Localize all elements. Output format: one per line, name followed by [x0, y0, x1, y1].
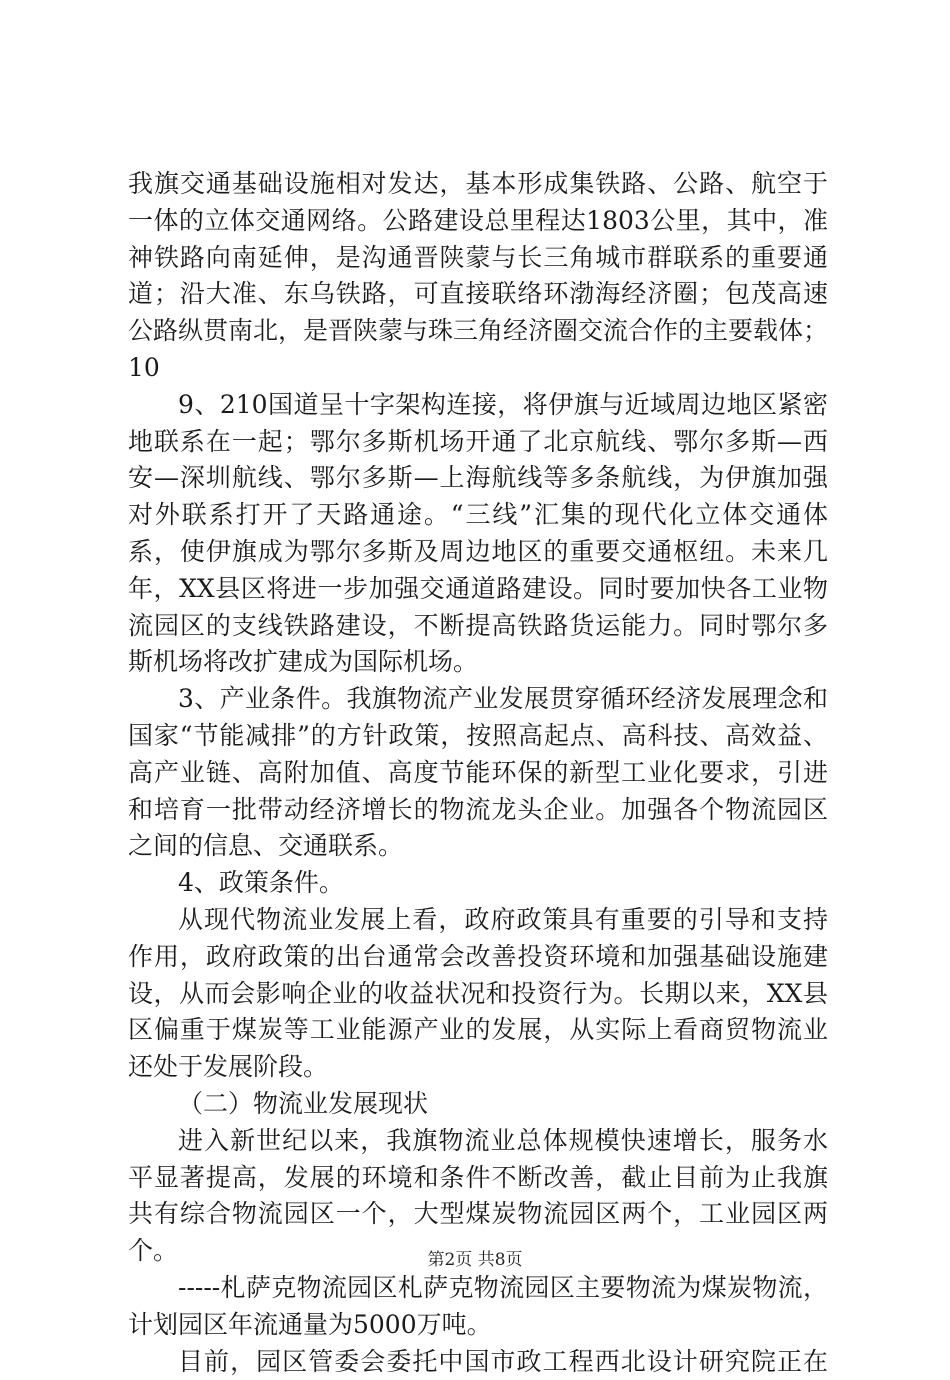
text-line: 目前，园区管委会委托中国市政工程西北设计研究院正在 [128, 1344, 828, 1380]
text-line: 国家“节能减排”的方针政策，按照高起点、高科技、高效益、 [128, 718, 828, 755]
text-line: 公路纵贯南北，是晋陕蒙与珠三角经济圈交流合作的主要载体； [128, 313, 828, 350]
text-line: 进入新世纪以来，我旗物流业总体规模快速增长，服务水 [128, 1123, 828, 1160]
text-line: 对外联系打开了天路通途。“三线”汇集的现代化立体交通体 [128, 497, 828, 534]
text-line: 地联系在一起；鄂尔多斯机场开通了北京航线、鄂尔多斯—西 [128, 424, 828, 461]
text-line: 斯机场将改扩建成为国际机场。 [128, 644, 828, 681]
text-line: 还处于发展阶段。 [128, 1049, 828, 1086]
text-line: 之间的信息、交通联系。 [128, 828, 828, 865]
text-line: 我旗交通基础设施相对发达，基本形成集铁路、公路、航空于 [128, 166, 828, 203]
text-line: 4、政策条件。 [128, 865, 828, 902]
text-line: 道；沿大准、东乌铁路，可直接联络环渤海经济圈；包茂高速 [128, 276, 828, 313]
text-line: 区偏重于煤炭等工业能源产业的发展，从实际上看商贸物流业 [128, 1012, 828, 1049]
document-body [128, 166, 828, 1380]
text-line: 一体的立体交通网络。公路建设总里程达1803公里，其中，准 [128, 203, 828, 240]
text-line: 平显著提高，发展的环境和条件不断改善，截止目前为止我旗 [128, 1160, 828, 1197]
text-line: 系，使伊旗成为鄂尔多斯及周边地区的重要交通枢纽。未来几 [128, 534, 828, 571]
text-line: 设，从而会影响企业的收益状况和投资行为。长期以来，XX县 [128, 976, 828, 1013]
text-line: 个。 [128, 1233, 828, 1270]
text-line: （二）物流业发展现状 [128, 1086, 828, 1123]
text-line: 计划园区年流通量为5000万吨。 [128, 1307, 828, 1344]
text-line: 神铁路向南延伸，是沟通晋陕蒙与长三角城市群联系的重要通 [128, 240, 828, 277]
text-line: 共有综合物流园区一个，大型煤炭物流园区两个，工业园区两 [128, 1196, 828, 1233]
text-line: 高产业链、高附加值、高度节能环保的新型工业化要求，引进 [128, 755, 828, 792]
text-line: 作用，政府政策的出台通常会改善投资环境和加强基础设施建 [128, 939, 828, 976]
text-line: 流园区的支线铁路建设，不断提高铁路货运能力。同时鄂尔多 [128, 608, 828, 645]
text-line: 10 [128, 350, 828, 387]
text-line: 3、产业条件。我旗物流产业发展贯穿循环经济发展理念和 [128, 681, 828, 718]
text-line: -----札萨克物流园区札萨克物流园区主要物流为煤炭物流， [128, 1270, 828, 1307]
page-footer: 第2页 共8页 [0, 1245, 950, 1270]
text-line: 9、210国道呈十字架构连接，将伊旗与近域周边地区紧密 [128, 387, 828, 424]
text-line: 安—深圳航线、鄂尔多斯—上海航线等多条航线，为伊旗加强 [128, 460, 828, 497]
text-line: 从现代物流业发展上看，政府政策具有重要的引导和支持 [128, 902, 828, 939]
text-line: 年，XX县区将进一步加强交通道路建设。同时要加快各工业物 [128, 571, 828, 608]
text-line: 和培育一批带动经济增长的物流龙头企业。加强各个物流园区 [128, 792, 828, 829]
